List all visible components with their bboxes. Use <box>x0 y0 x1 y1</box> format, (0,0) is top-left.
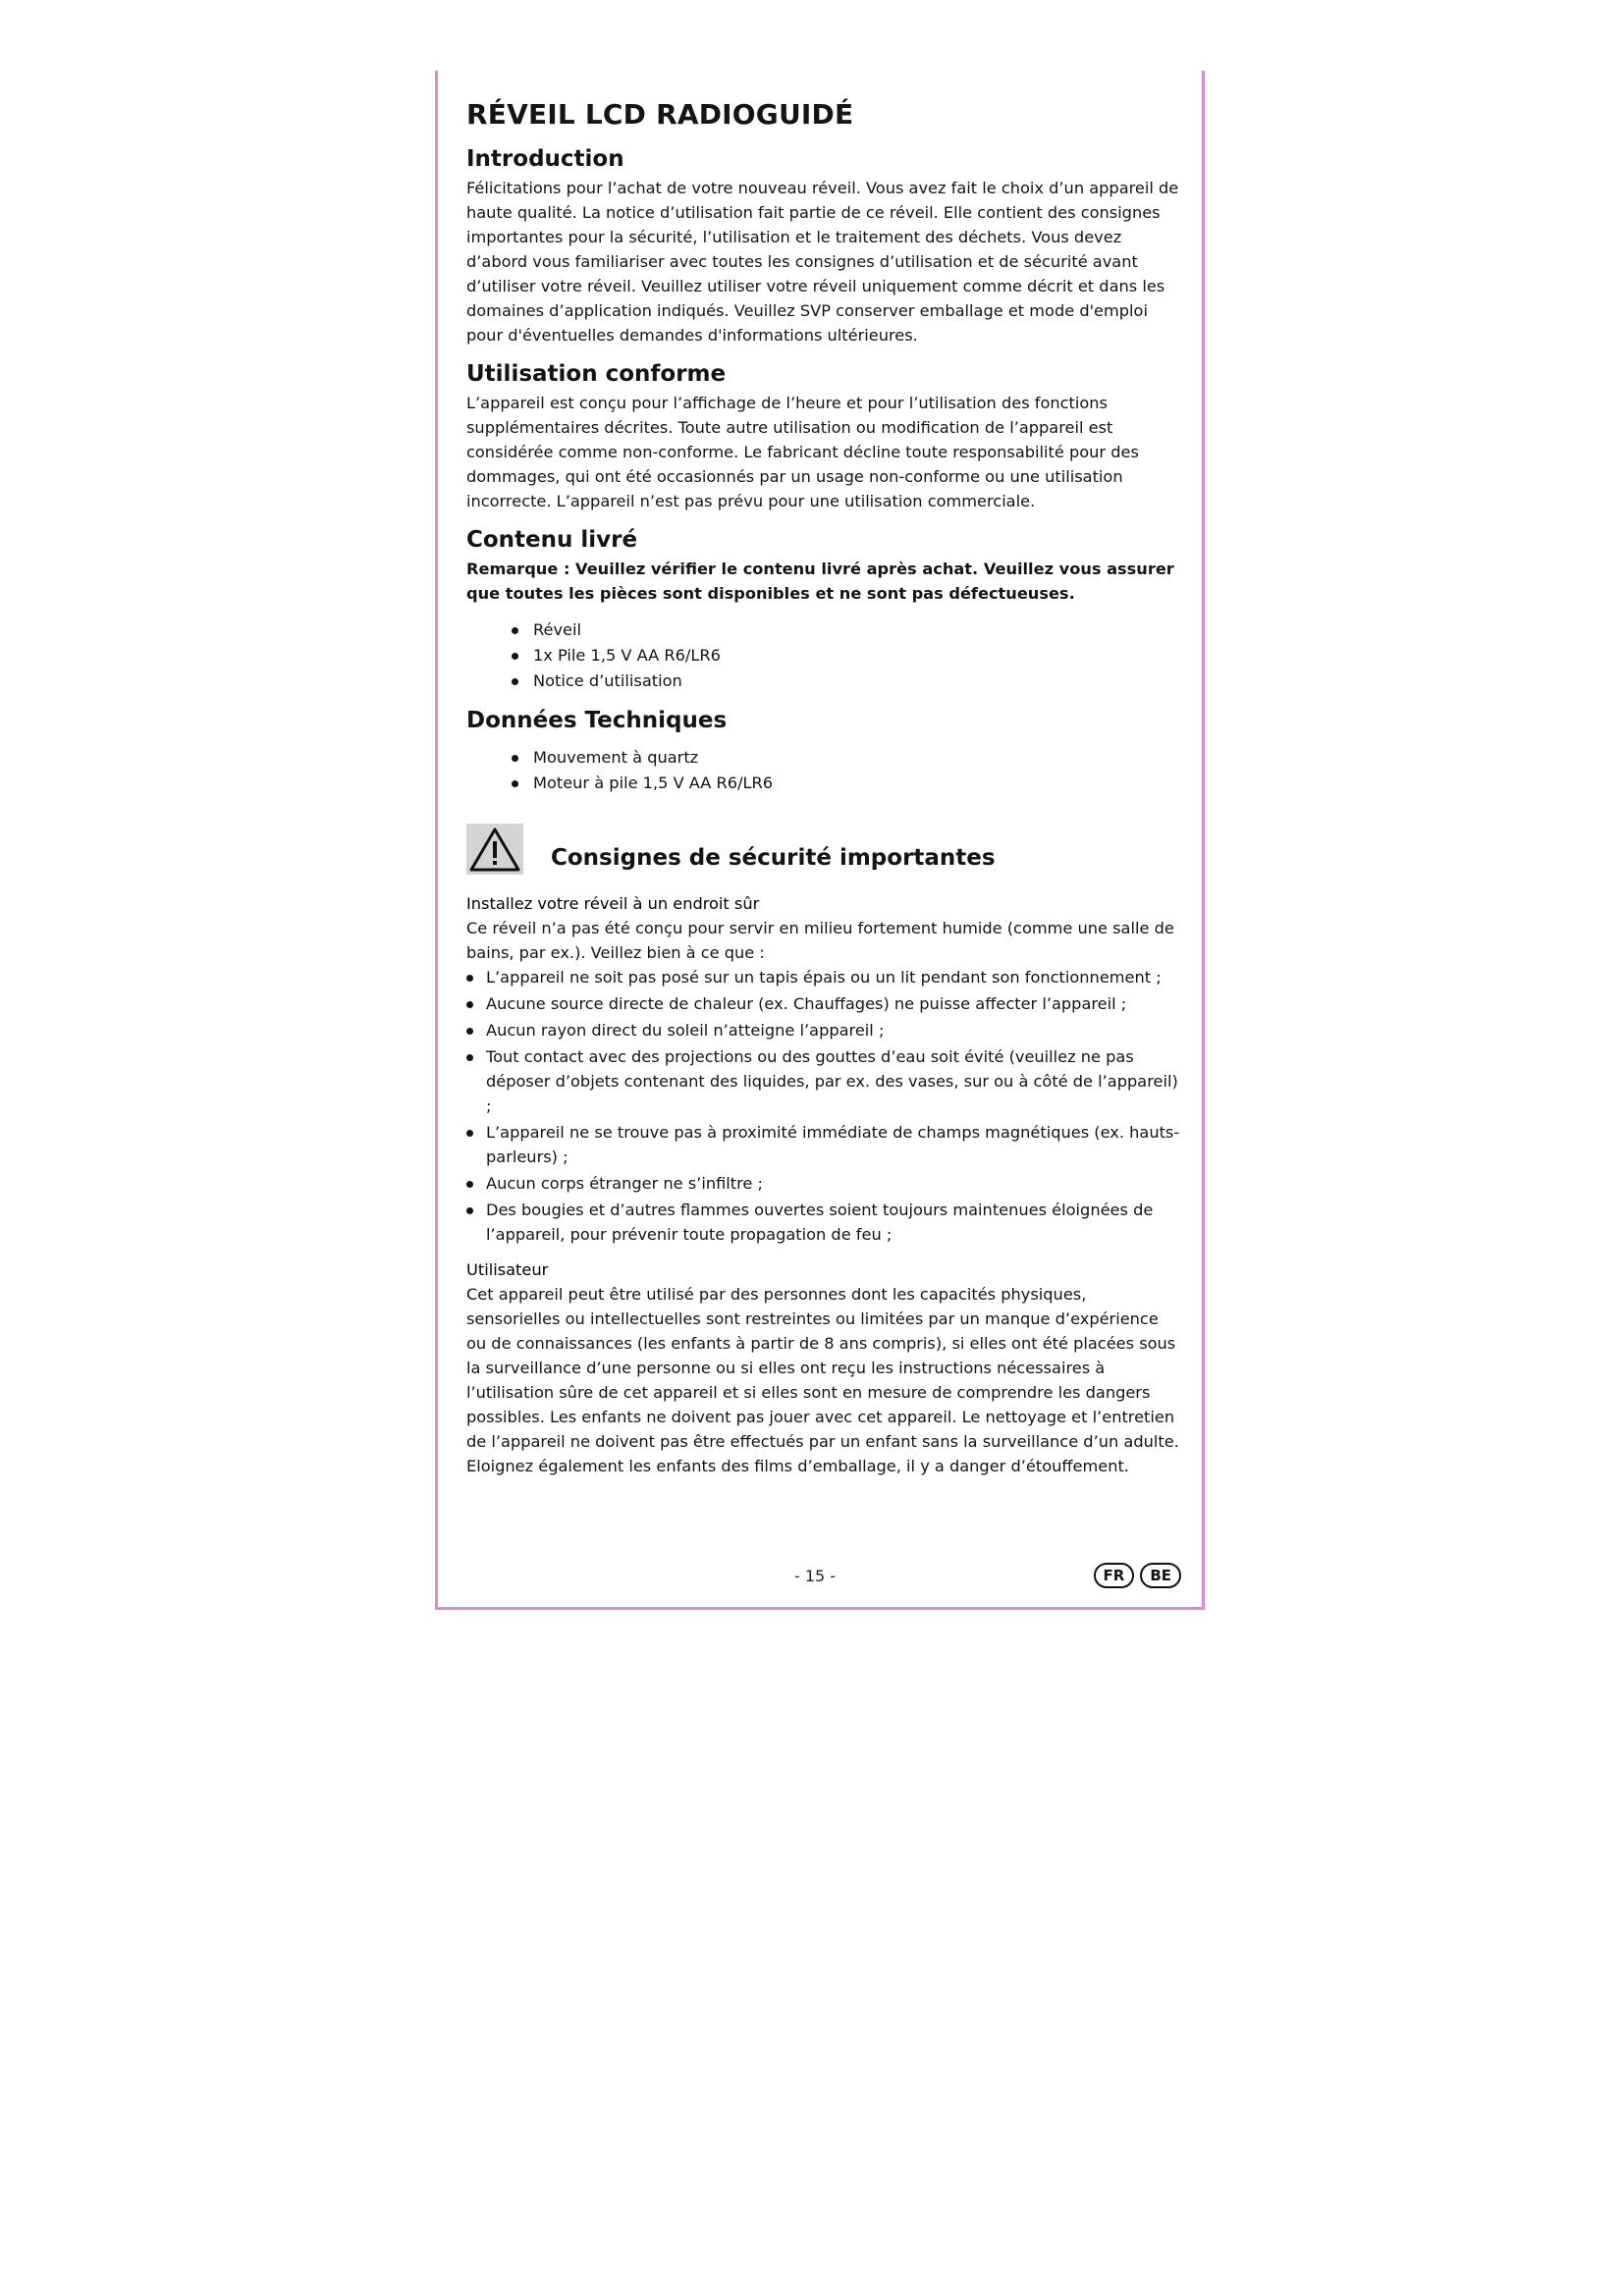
securite-list <box>466 965 1181 1247</box>
list-item: Mouvement à quartz <box>512 745 1181 771</box>
list-item: Des bougies et d’autres flammes ouvertes soient toujours maintenues éloignées de l’appareil, pour prévenir toute propagation de feu ; <box>466 1198 1181 1247</box>
utilisation-text: L’appareil est conçu pour l’affichage de l’heure et pour l’utilisation des fonctions supplémentaires décrites. Toute autre utilisation ou modification de l’appareil est considérée comme non-conforme. Le fabricant décline toute responsabilité pour des dommages, qui ont été occasionnés par un usage non-conforme ou une utilisation incorrecte. L’appareil n’est pas prévu pour une utilisation commerciale. <box>466 394 1139 510</box>
list-item: Réveil <box>512 617 1181 643</box>
donnees-list <box>466 745 1181 796</box>
document-title: RÉVEIL LCD RADIOGUIDÉ <box>466 98 854 131</box>
section-utilisation <box>466 361 1181 513</box>
section-contenu <box>466 527 1181 694</box>
list-item: Notice d’utilisation <box>512 668 1181 694</box>
language-badges <box>1094 1563 1181 1588</box>
securite-subheading: Installez votre réveil à un endroit sûr <box>466 894 760 913</box>
section-donnees <box>466 708 1181 796</box>
list-item: Moteur à pile 1,5 V AA R6/LR6 <box>512 771 1181 796</box>
warning-triangle-icon <box>466 824 523 875</box>
list-item: Aucun corps étranger ne s’infiltre ; <box>466 1171 1181 1196</box>
securite-intro: Ce réveil n’a pas été conçu pour servir en milieu fortement humide (comme une salle de bains, par ex.). Veillez bien à ce que : <box>466 919 1174 962</box>
page-number: - 15 - <box>794 1567 837 1585</box>
document-content <box>466 98 1181 1492</box>
language-badge-fr: FR <box>1094 1563 1135 1588</box>
contenu-note: Remarque : Veuillez vérifier le contenu livré après achat. Veuillez vous assurer que toutes les pièces sont disponibles et ne sont pas défectueuses. <box>466 560 1174 603</box>
securite-header <box>466 824 1181 875</box>
securite-heading: Consignes de sécurité importantes <box>551 845 996 871</box>
list-item: L’appareil ne soit pas posé sur un tapis épais ou un lit pendant son fonctionnement ; <box>466 965 1181 989</box>
section-securite <box>466 892 1181 1478</box>
user-heading: Utilisateur <box>466 1260 549 1279</box>
introduction-heading: Introduction <box>466 146 624 172</box>
contenu-heading: Contenu livré <box>466 527 638 553</box>
contenu-list <box>466 617 1181 694</box>
list-item: Tout contact avec des projections ou des gouttes d’eau soit évité (veuillez ne pas déposer d’objets contenant des liquides, par ex. des vases, sur ou à côté de l’appareil) ; <box>466 1044 1181 1118</box>
utilisation-heading: Utilisation conforme <box>466 361 727 387</box>
list-item: L’appareil ne se trouve pas à proximité immédiate de champs magnétiques (ex. hauts-parleurs) ; <box>466 1120 1181 1169</box>
introduction-text: Félicitations pour l’achat de votre nouveau réveil. Vous avez fait le choix d’un appareil de haute qualité. La notice d’utilisation fait partie de ce réveil. Elle contient des consignes importantes pour la sécurité, l’utilisation et le traitement des déchets. Vous devez d’abord vous familiariser avec toutes les consignes d’utilisation et de sécurité avant d’utiliser votre réveil. Veuillez utiliser votre réveil uniquement comme décrit et dans les domaines d’application indiqués. Veuillez SVP conserver emballage et mode d'emploi pour d'éventuelles demandes d'informations ultérieures. <box>466 179 1179 345</box>
list-item: 1x Pile 1,5 V AA R6/LR6 <box>512 643 1181 668</box>
list-item: Aucune source directe de chaleur (ex. Chauffages) ne puisse affecter l’appareil ; <box>466 991 1181 1016</box>
donnees-heading: Données Techniques <box>466 708 728 733</box>
page-footer <box>466 1563 1181 1592</box>
list-item: Aucun rayon direct du soleil n’atteigne l’appareil ; <box>466 1018 1181 1042</box>
section-introduction <box>466 146 1181 347</box>
user-text: Cet appareil peut être utilisé par des personnes dont les capacités physiques, sensorielles ou intellectuelles sont restreintes ou limitées par un manque d’expérience ou de connaissances (les enfants à partir de 8 ans compris), si elles ont été placées sous la surveillance d’une personne ou si elles ont reçu les instructions nécessaires à l’utilisation sûre de cet appareil et si elles sont en mesure de comprendre les dangers possibles. Les enfants ne doivent pas jouer avec cet appareil. Le nettoyage et l’entretien de l’appareil ne doivent pas être effectués par un enfant sans la surveillance d’un adulte. Eloignez également les enfants des films d’emballage, il y a danger d’étouffement. <box>466 1285 1179 1475</box>
language-badge-be: BE <box>1140 1563 1181 1588</box>
